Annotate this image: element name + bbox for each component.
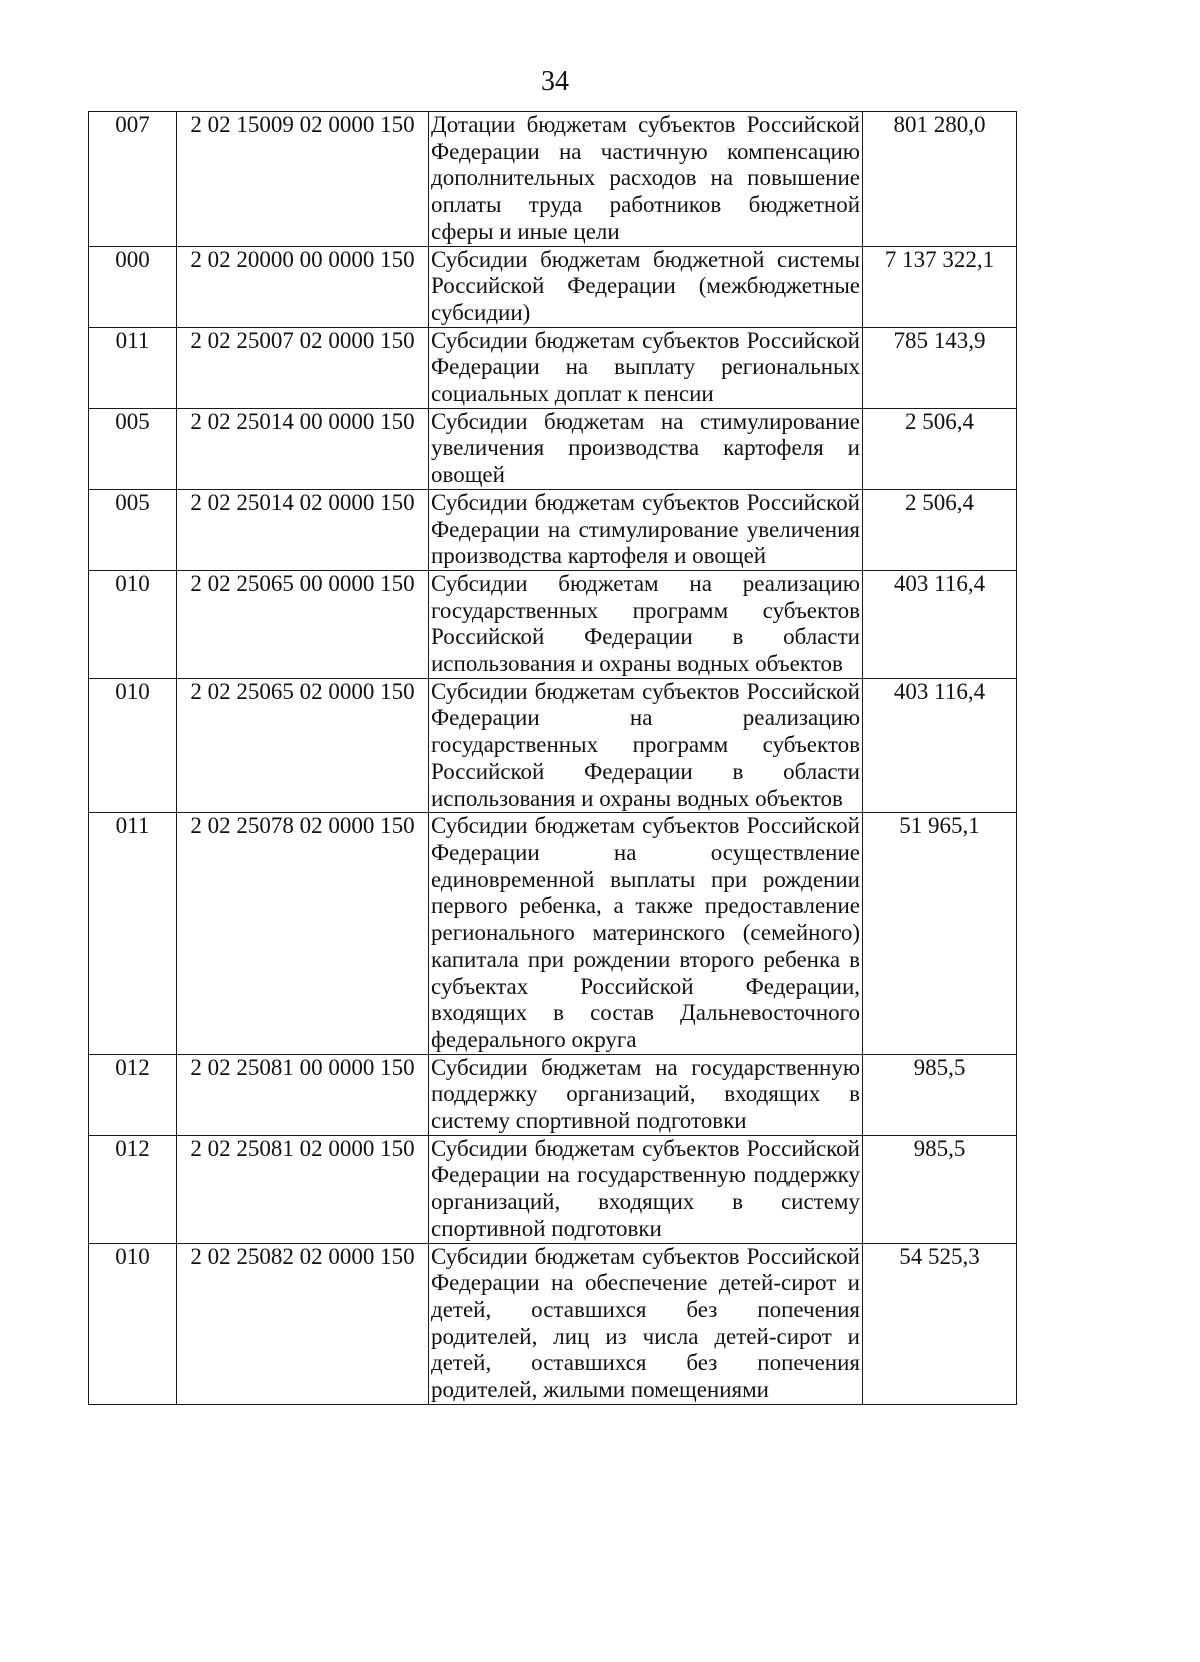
admin-code-cell: 000 bbox=[89, 246, 177, 327]
budget-code-cell: 2 02 25078 02 0000 150 bbox=[177, 813, 429, 1054]
amount-cell: 2 506,4 bbox=[863, 489, 1017, 570]
table-row bbox=[89, 112, 1017, 247]
amount-cell: 51 965,1 bbox=[863, 813, 1017, 1054]
amount-cell: 985,5 bbox=[863, 1054, 1017, 1135]
budget-code-cell: 2 02 25065 02 0000 150 bbox=[177, 678, 429, 813]
budget-code-cell: 2 02 25081 02 0000 150 bbox=[177, 1135, 429, 1243]
admin-code-cell: 011 bbox=[89, 327, 177, 408]
budget-code-cell: 2 02 25081 00 0000 150 bbox=[177, 1054, 429, 1135]
table-row bbox=[89, 408, 1017, 489]
amount-cell: 403 116,4 bbox=[863, 678, 1017, 813]
admin-code-cell: 010 bbox=[89, 1243, 177, 1404]
budget-code-cell: 2 02 20000 00 0000 150 bbox=[177, 246, 429, 327]
page-number: 34 bbox=[541, 66, 569, 97]
budget-code-cell: 2 02 25014 02 0000 150 bbox=[177, 489, 429, 570]
table-row bbox=[89, 813, 1017, 1054]
table-row bbox=[89, 1243, 1017, 1404]
budget-code-cell: 2 02 25065 00 0000 150 bbox=[177, 570, 429, 678]
revenue-name-cell: Субсидии бюджетам бюджетной системы Российской Федерации (межбюджетные субсидии) bbox=[429, 246, 863, 327]
admin-code-cell: 012 bbox=[89, 1135, 177, 1243]
revenue-name-cell: Субсидии бюджетам субъектов Российской Федерации на реализацию государственных программ субъектов Российской Федерации в области использования и охраны водных объектов bbox=[429, 678, 863, 813]
amount-cell: 54 525,3 bbox=[863, 1243, 1017, 1404]
amount-cell: 403 116,4 bbox=[863, 570, 1017, 678]
revenue-name-cell: Субсидии бюджетам на реализацию государственных программ субъектов Российской Федерации в области использования и охраны водных объектов bbox=[429, 570, 863, 678]
table-row bbox=[89, 489, 1017, 570]
table-row bbox=[89, 1135, 1017, 1243]
revenue-name-cell: Субсидии бюджетам субъектов Российской Федерации на обеспечение детей-сирот и детей, оставшихся без попечения родителей, лиц из числа детей-сирот и детей, оставшихся без попечения родителей, жилыми помещениями bbox=[429, 1243, 863, 1404]
revenue-name-cell: Субсидии бюджетам субъектов Российской Федерации на государственную поддержку организаций, входящих в систему спортивной подготовки bbox=[429, 1135, 863, 1243]
table-row bbox=[89, 1054, 1017, 1135]
budget-code-cell: 2 02 25014 00 0000 150 bbox=[177, 408, 429, 489]
amount-cell: 7 137 322,1 bbox=[863, 246, 1017, 327]
amount-cell: 801 280,0 bbox=[863, 112, 1017, 247]
admin-code-cell: 007 bbox=[89, 112, 177, 247]
budget-revenue-table bbox=[88, 111, 1017, 1405]
table-row bbox=[89, 246, 1017, 327]
admin-code-cell: 005 bbox=[89, 408, 177, 489]
revenue-name-cell: Субсидии бюджетам субъектов Российской Федерации на выплату региональных социальных доплат к пенсии bbox=[429, 327, 863, 408]
revenue-name-cell: Субсидии бюджетам субъектов Российской Федерации на осуществление единовременной выплаты при рождении первого ребенка, а также предоставление регионального материнского (семейного) капитала при рождении второго ребенка в субъектах Российской Федерации, входящих в состав Дальневосточного федерального округа bbox=[429, 813, 863, 1054]
amount-cell: 2 506,4 bbox=[863, 408, 1017, 489]
revenue-name-cell: Субсидии бюджетам субъектов Российской Федерации на стимулирование увеличения производства картофеля и овощей bbox=[429, 489, 863, 570]
amount-cell: 985,5 bbox=[863, 1135, 1017, 1243]
admin-code-cell: 012 bbox=[89, 1054, 177, 1135]
revenue-name-cell: Субсидии бюджетам на государственную поддержку организаций, входящих в систему спортивной подготовки bbox=[429, 1054, 863, 1135]
amount-cell: 785 143,9 bbox=[863, 327, 1017, 408]
admin-code-cell: 010 bbox=[89, 678, 177, 813]
table-row bbox=[89, 678, 1017, 813]
revenue-name-cell: Дотации бюджетам субъектов Российской Федерации на частичную компенсацию дополнительных расходов на повышение оплаты труда работников бюджетной сферы и иные цели bbox=[429, 112, 863, 247]
admin-code-cell: 010 bbox=[89, 570, 177, 678]
table-row bbox=[89, 327, 1017, 408]
admin-code-cell: 011 bbox=[89, 813, 177, 1054]
budget-code-cell: 2 02 15009 02 0000 150 bbox=[177, 112, 429, 247]
budget-code-cell: 2 02 25007 02 0000 150 bbox=[177, 327, 429, 408]
table-row bbox=[89, 570, 1017, 678]
revenue-name-cell: Субсидии бюджетам на стимулирование увеличения производства картофеля и овощей bbox=[429, 408, 863, 489]
admin-code-cell: 005 bbox=[89, 489, 177, 570]
budget-code-cell: 2 02 25082 02 0000 150 bbox=[177, 1243, 429, 1404]
